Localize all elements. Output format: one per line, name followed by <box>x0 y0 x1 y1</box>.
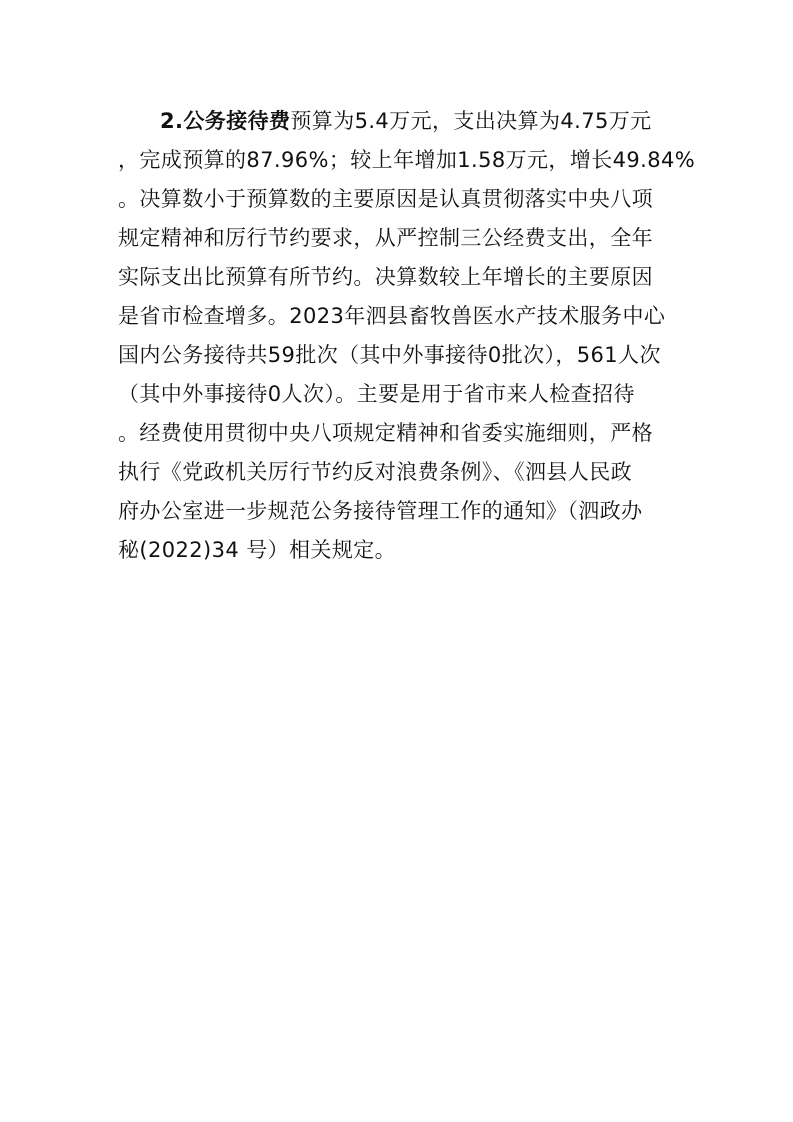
paragraph-line: 国内公务接待共59批次（其中外事接待0批次），561人次 <box>118 343 661 367</box>
paragraph-line <box>118 102 688 141</box>
paragraph-line: 秘(2022)34 号）相关规定。 <box>118 538 397 562</box>
paragraph-line: 实际支出比预算有所节约。决算数较上年增长的主要原因 <box>118 265 653 289</box>
paragraph-line: 。决算数小于预算数的主要原因是认真贯彻落实中央八项 <box>118 187 653 211</box>
section-heading: 2.公务接待费 <box>160 109 291 133</box>
paragraph-official-reception <box>118 102 696 570</box>
paragraph-line: 是省市检查增多。2023年泗县畜牧兽医水产技术服务中心 <box>118 304 666 328</box>
paragraph-line: ，完成预算的87.96%；较上年增加1.58万元，增长49.84% <box>118 148 696 172</box>
paragraph-line: 执行《党政机关厉行节约反对浪费条例》、《泗县人民政 <box>118 460 632 484</box>
line-text: 预算为5.4万元，支出决算为4.75万元 <box>290 109 652 133</box>
paragraph-line: 规定精神和厉行节约要求，从严控制三公经费支出，全年 <box>118 226 653 250</box>
paragraph-line: 。经费使用贯彻中央八项规定精神和省委实施细则，严格 <box>118 421 653 445</box>
paragraph-line: 府办公室进一步规范公务接待管理工作的通知》（泗政办 <box>118 499 643 523</box>
paragraph-line: （其中外事接待0人次）。主要是用于省市来人检查招待 <box>118 382 635 406</box>
